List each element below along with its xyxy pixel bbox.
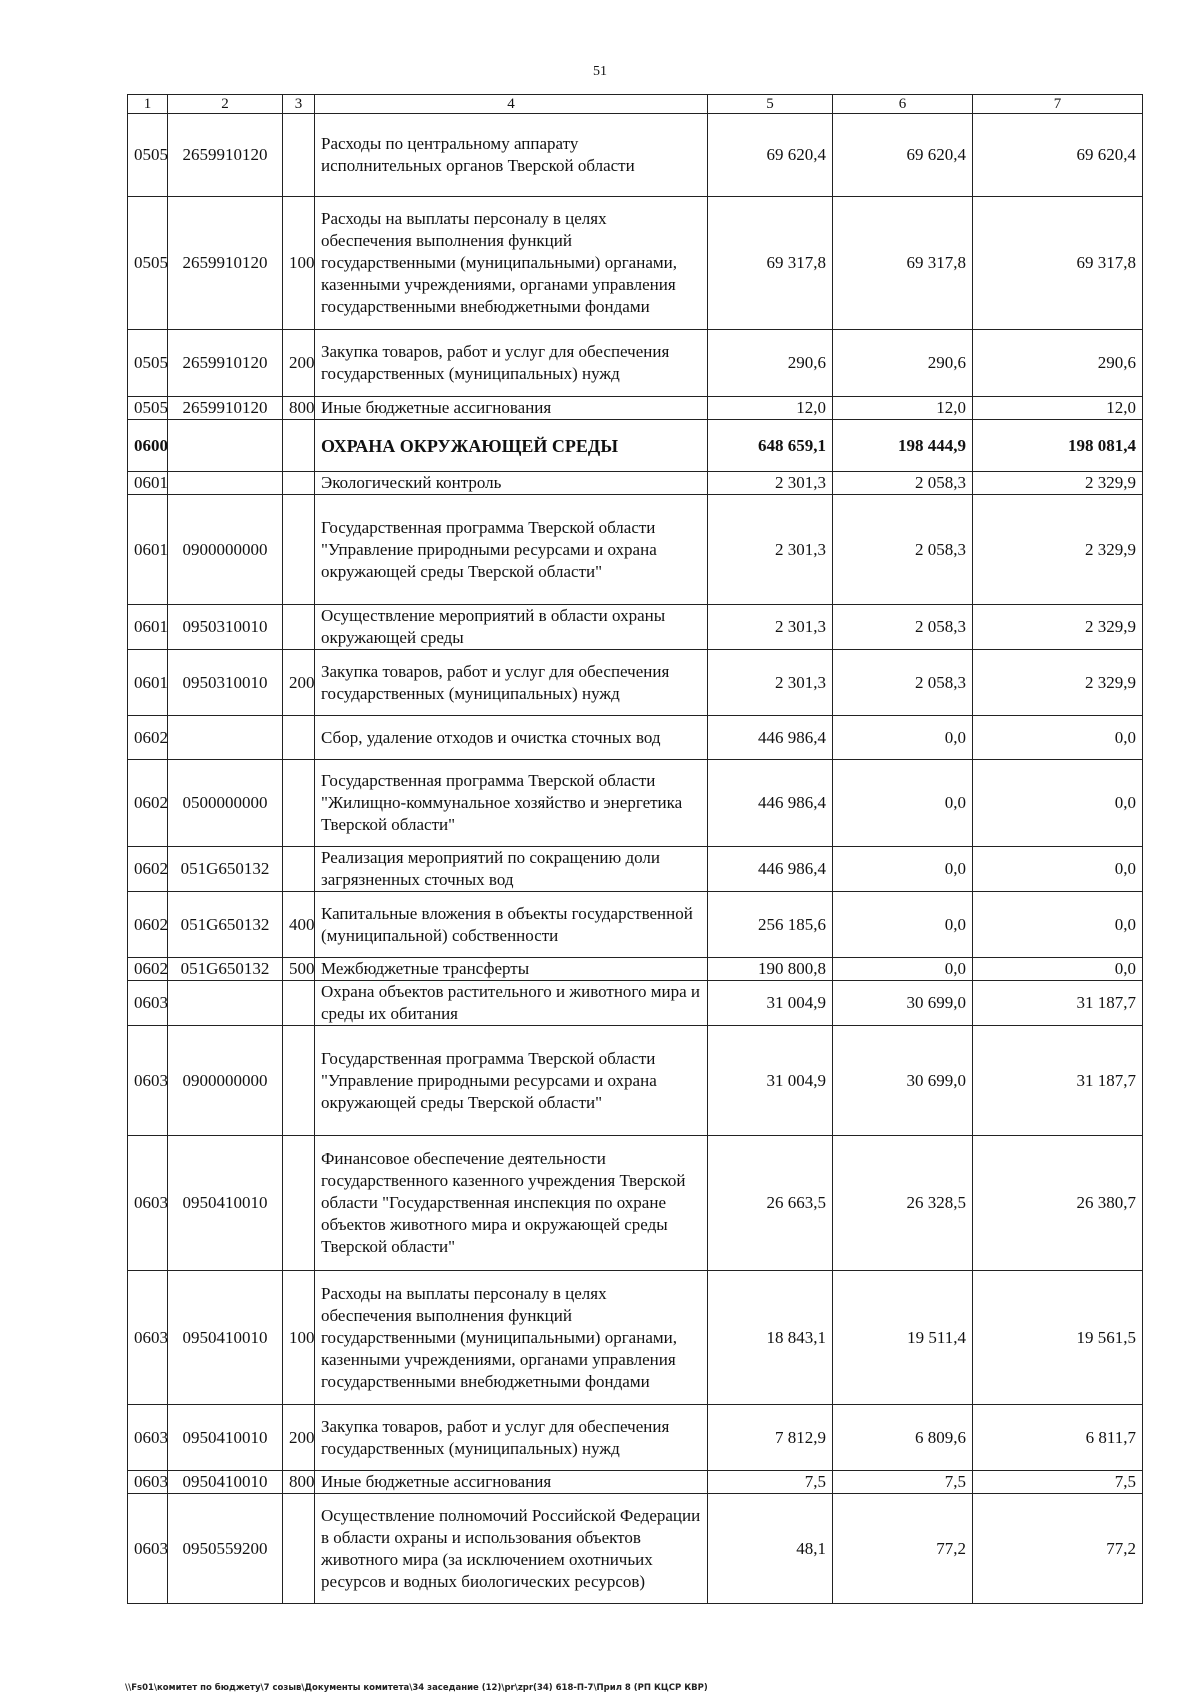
amount-year1-cell: 446 986,4 xyxy=(708,716,833,760)
amount-year1-cell: 446 986,4 xyxy=(708,760,833,847)
amount-year1-cell: 446 986,4 xyxy=(708,847,833,892)
target-code-cell: 051G650132 xyxy=(168,847,283,892)
table-row xyxy=(128,605,1143,650)
target-code-cell: 051G650132 xyxy=(168,958,283,981)
target-code-cell: 0950410010 xyxy=(168,1136,283,1271)
amount-year1-cell: 2 301,3 xyxy=(708,605,833,650)
item-name-cell: Финансовое обеспечение деятельности государственного казенного учреждения Тверской области "Государственная инспекция по охране объектов животного мира и окружающей среды Тверской области" xyxy=(315,1136,708,1271)
item-name-cell: Закупка товаров, работ и услуг для обеспечения государственных (муниципальных) нужд xyxy=(315,1405,708,1471)
amount-year1-cell: 69 317,8 xyxy=(708,197,833,330)
section-code-cell: 0602 xyxy=(128,892,168,958)
table-row xyxy=(128,114,1143,197)
table-row xyxy=(128,397,1143,420)
section-code-cell: 0603 xyxy=(128,1494,168,1604)
amount-year3-cell: 0,0 xyxy=(973,892,1143,958)
amount-year2-cell: 2 058,3 xyxy=(833,495,973,605)
expense-type-cell xyxy=(283,760,315,847)
expense-type-cell xyxy=(283,981,315,1026)
section-code-cell: 0601 xyxy=(128,650,168,716)
amount-year3-cell: 0,0 xyxy=(973,847,1143,892)
amount-year1-cell: 2 301,3 xyxy=(708,495,833,605)
amount-year2-cell: 0,0 xyxy=(833,892,973,958)
expense-type-cell xyxy=(283,847,315,892)
table-row xyxy=(128,1494,1143,1604)
amount-year1-cell: 18 843,1 xyxy=(708,1271,833,1405)
expense-type-cell xyxy=(283,716,315,760)
amount-year3-cell: 0,0 xyxy=(973,716,1143,760)
expense-type-cell xyxy=(283,1026,315,1136)
amount-year2-cell: 77,2 xyxy=(833,1494,973,1604)
amount-year2-cell: 7,5 xyxy=(833,1471,973,1494)
footer-file-path: \\Fs01\комитет по бюджету\7 созыв\Документы комитета\34 заседание (12)\pr\zpr(34) 618-П-7\Прил 8 (РП КЦСР КВР) xyxy=(125,1683,708,1693)
table-row xyxy=(128,892,1143,958)
amount-year3-cell: 2 329,9 xyxy=(973,650,1143,716)
col-header-3: 3 xyxy=(283,95,315,114)
target-code-cell: 2659910120 xyxy=(168,197,283,330)
table-row xyxy=(128,650,1143,716)
expense-type-cell xyxy=(283,114,315,197)
section-code-cell: 0603 xyxy=(128,981,168,1026)
amount-year1-cell: 12,0 xyxy=(708,397,833,420)
section-code-cell: 0603 xyxy=(128,1471,168,1494)
col-header-7: 7 xyxy=(973,95,1143,114)
item-name-cell: Иные бюджетные ассигнования xyxy=(315,397,708,420)
item-name-cell: Расходы на выплаты персоналу в целях обеспечения выполнения функций государственными (муниципальными) органами, казенными учреждениями, органами управления государственными внебюджетными фондами xyxy=(315,1271,708,1405)
target-code-cell: 051G650132 xyxy=(168,892,283,958)
amount-year3-cell: 290,6 xyxy=(973,330,1143,397)
table-row xyxy=(128,1471,1143,1494)
table-row xyxy=(128,847,1143,892)
amount-year2-cell: 12,0 xyxy=(833,397,973,420)
table-row xyxy=(128,1136,1143,1271)
expense-type-cell: 800 xyxy=(283,397,315,420)
section-code-cell: 0602 xyxy=(128,716,168,760)
amount-year1-cell: 290,6 xyxy=(708,330,833,397)
amount-year3-cell: 69 620,4 xyxy=(973,114,1143,197)
amount-year2-cell: 0,0 xyxy=(833,958,973,981)
amount-year2-cell: 30 699,0 xyxy=(833,981,973,1026)
section-code-cell: 0505 xyxy=(128,330,168,397)
expense-type-cell: 100 xyxy=(283,197,315,330)
amount-year2-cell: 30 699,0 xyxy=(833,1026,973,1136)
target-code-cell: 0900000000 xyxy=(168,495,283,605)
target-code-cell: 0950310010 xyxy=(168,650,283,716)
section-code-cell: 0601 xyxy=(128,495,168,605)
target-code-cell xyxy=(168,716,283,760)
target-code-cell: 2659910120 xyxy=(168,114,283,197)
table-row xyxy=(128,716,1143,760)
amount-year1-cell: 2 301,3 xyxy=(708,472,833,495)
amount-year1-cell: 31 004,9 xyxy=(708,981,833,1026)
amount-year3-cell: 0,0 xyxy=(973,760,1143,847)
item-name-cell: ОХРАНА ОКРУЖАЮЩЕЙ СРЕДЫ xyxy=(315,420,708,472)
col-header-5: 5 xyxy=(708,95,833,114)
amount-year2-cell: 290,6 xyxy=(833,330,973,397)
section-code-cell: 0603 xyxy=(128,1136,168,1271)
table-row xyxy=(128,1026,1143,1136)
amount-year2-cell: 2 058,3 xyxy=(833,650,973,716)
section-code-cell: 0600 xyxy=(128,420,168,472)
amount-year3-cell: 31 187,7 xyxy=(973,1026,1143,1136)
item-name-cell: Реализация мероприятий по сокращению доли загрязненных сточных вод xyxy=(315,847,708,892)
col-header-6: 6 xyxy=(833,95,973,114)
target-code-cell: 0950310010 xyxy=(168,605,283,650)
amount-year1-cell: 69 620,4 xyxy=(708,114,833,197)
amount-year3-cell: 19 561,5 xyxy=(973,1271,1143,1405)
amount-year3-cell: 198 081,4 xyxy=(973,420,1143,472)
section-code-cell: 0505 xyxy=(128,397,168,420)
amount-year2-cell: 69 620,4 xyxy=(833,114,973,197)
amount-year3-cell: 2 329,9 xyxy=(973,495,1143,605)
item-name-cell: Экологический контроль xyxy=(315,472,708,495)
amount-year3-cell: 6 811,7 xyxy=(973,1405,1143,1471)
item-name-cell: Государственная программа Тверской области "Управление природными ресурсами и охрана окружающей среды Тверской области" xyxy=(315,1026,708,1136)
table-body xyxy=(128,114,1143,1604)
column-number-header xyxy=(128,95,1143,114)
section-code-cell: 0603 xyxy=(128,1026,168,1136)
amount-year3-cell: 7,5 xyxy=(973,1471,1143,1494)
amount-year3-cell: 2 329,9 xyxy=(973,472,1143,495)
col-header-2: 2 xyxy=(168,95,283,114)
table-row xyxy=(128,197,1143,330)
page-number: 51 xyxy=(593,64,607,79)
amount-year1-cell: 26 663,5 xyxy=(708,1136,833,1271)
target-code-cell: 0500000000 xyxy=(168,760,283,847)
section-code-cell: 0505 xyxy=(128,114,168,197)
item-name-cell: Закупка товаров, работ и услуг для обеспечения государственных (муниципальных) нужд xyxy=(315,330,708,397)
target-code-cell: 2659910120 xyxy=(168,330,283,397)
amount-year1-cell: 31 004,9 xyxy=(708,1026,833,1136)
item-name-cell: Осуществление мероприятий в области охраны окружающей среды xyxy=(315,605,708,650)
amount-year2-cell: 2 058,3 xyxy=(833,605,973,650)
target-code-cell: 0900000000 xyxy=(168,1026,283,1136)
target-code-cell xyxy=(168,472,283,495)
table-row xyxy=(128,472,1143,495)
col-header-4: 4 xyxy=(315,95,708,114)
amount-year2-cell: 2 058,3 xyxy=(833,472,973,495)
expense-type-cell: 400 xyxy=(283,892,315,958)
item-name-cell: Государственная программа Тверской области "Управление природными ресурсами и охрана окружающей среды Тверской области" xyxy=(315,495,708,605)
section-code-cell: 0602 xyxy=(128,847,168,892)
item-name-cell: Осуществление полномочий Российской Федерации в области охраны и использования объектов животного мира (за исключением охотничьих ресурсов и водных биологических ресурсов) xyxy=(315,1494,708,1604)
amount-year3-cell: 26 380,7 xyxy=(973,1136,1143,1271)
amount-year3-cell: 0,0 xyxy=(973,958,1143,981)
target-code-cell: 0950410010 xyxy=(168,1405,283,1471)
item-name-cell: Межбюджетные трансферты xyxy=(315,958,708,981)
amount-year1-cell: 2 301,3 xyxy=(708,650,833,716)
expense-type-cell: 800 xyxy=(283,1471,315,1494)
amount-year3-cell: 2 329,9 xyxy=(973,605,1143,650)
section-code-cell: 0601 xyxy=(128,605,168,650)
expense-type-cell: 100 xyxy=(283,1271,315,1405)
target-code-cell xyxy=(168,420,283,472)
target-code-cell xyxy=(168,981,283,1026)
item-name-cell: Государственная программа Тверской области "Жилищно-коммунальное хозяйство и энергетика Тверской области" xyxy=(315,760,708,847)
amount-year3-cell: 69 317,8 xyxy=(973,197,1143,330)
amount-year1-cell: 7,5 xyxy=(708,1471,833,1494)
amount-year2-cell: 19 511,4 xyxy=(833,1271,973,1405)
expense-type-cell: 200 xyxy=(283,650,315,716)
section-code-cell: 0601 xyxy=(128,472,168,495)
amount-year2-cell: 198 444,9 xyxy=(833,420,973,472)
item-name-cell: Охрана объектов растительного и животного мира и среды их обитания xyxy=(315,981,708,1026)
expense-type-cell xyxy=(283,472,315,495)
item-name-cell: Капитальные вложения в объекты государственной (муниципальной) собственности xyxy=(315,892,708,958)
section-code-cell: 0602 xyxy=(128,760,168,847)
section-code-cell: 0603 xyxy=(128,1405,168,1471)
item-name-cell: Закупка товаров, работ и услуг для обеспечения государственных (муниципальных) нужд xyxy=(315,650,708,716)
amount-year1-cell: 648 659,1 xyxy=(708,420,833,472)
target-code-cell: 0950410010 xyxy=(168,1471,283,1494)
amount-year3-cell: 12,0 xyxy=(973,397,1143,420)
table-row xyxy=(128,1271,1143,1405)
table-row xyxy=(128,330,1143,397)
amount-year2-cell: 6 809,6 xyxy=(833,1405,973,1471)
amount-year2-cell: 0,0 xyxy=(833,716,973,760)
amount-year3-cell: 77,2 xyxy=(973,1494,1143,1604)
expense-type-cell: 200 xyxy=(283,330,315,397)
expense-type-cell xyxy=(283,1136,315,1271)
item-name-cell: Расходы по центральному аппарату исполнительных органов Тверской области xyxy=(315,114,708,197)
table-row xyxy=(128,760,1143,847)
section-code-cell: 0602 xyxy=(128,958,168,981)
expense-type-cell xyxy=(283,1494,315,1604)
amount-year1-cell: 48,1 xyxy=(708,1494,833,1604)
amount-year1-cell: 7 812,9 xyxy=(708,1405,833,1471)
amount-year2-cell: 0,0 xyxy=(833,847,973,892)
target-code-cell: 2659910120 xyxy=(168,397,283,420)
table-row xyxy=(128,495,1143,605)
target-code-cell: 0950410010 xyxy=(168,1271,283,1405)
section-total-row xyxy=(128,420,1143,472)
target-code-cell: 0950559200 xyxy=(168,1494,283,1604)
table-row xyxy=(128,958,1143,981)
amount-year2-cell: 0,0 xyxy=(833,760,973,847)
amount-year2-cell: 26 328,5 xyxy=(833,1136,973,1271)
col-header-1: 1 xyxy=(128,95,168,114)
amount-year1-cell: 256 185,6 xyxy=(708,892,833,958)
expense-type-cell xyxy=(283,605,315,650)
expense-type-cell xyxy=(283,495,315,605)
item-name-cell: Сбор, удаление отходов и очистка сточных вод xyxy=(315,716,708,760)
section-code-cell: 0505 xyxy=(128,197,168,330)
item-name-cell: Иные бюджетные ассигнования xyxy=(315,1471,708,1494)
item-name-cell: Расходы на выплаты персоналу в целях обеспечения выполнения функций государственными (муниципальными) органами, казенными учреждениями, органами управления государственными внебюджетными фондами xyxy=(315,197,708,330)
table-row xyxy=(128,981,1143,1026)
budget-table xyxy=(127,94,1143,1604)
amount-year1-cell: 190 800,8 xyxy=(708,958,833,981)
expense-type-cell xyxy=(283,420,315,472)
section-code-cell: 0603 xyxy=(128,1271,168,1405)
amount-year2-cell: 69 317,8 xyxy=(833,197,973,330)
table-row xyxy=(128,1405,1143,1471)
expense-type-cell: 200 xyxy=(283,1405,315,1471)
expense-type-cell: 500 xyxy=(283,958,315,981)
amount-year3-cell: 31 187,7 xyxy=(973,981,1143,1026)
